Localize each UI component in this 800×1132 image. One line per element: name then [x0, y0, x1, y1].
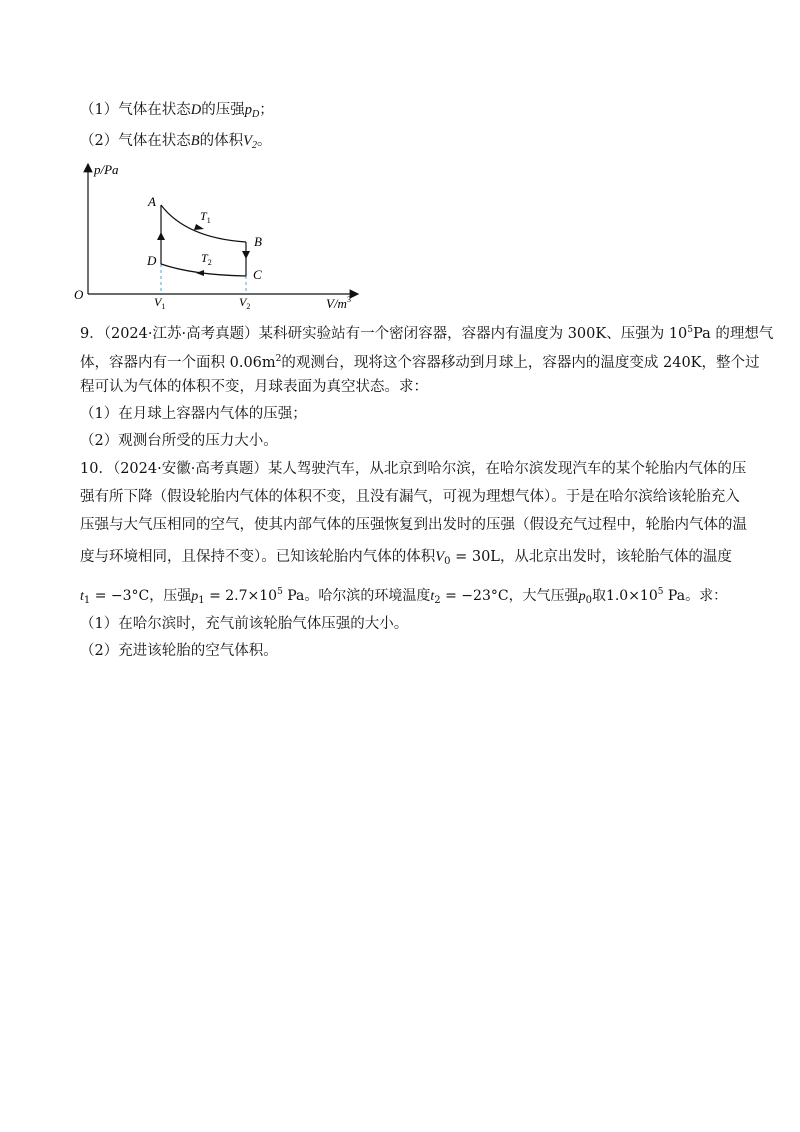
- q10-line5-d: 取: [591, 588, 606, 604]
- q9-part2: （2）观测台所受的压力大小。: [80, 433, 278, 449]
- q8-part2-sub: 2: [251, 140, 257, 151]
- q9-line2-b: 的观测台，现将这个容器移动到月球上，容器内的温度变成 240K，整个过: [281, 355, 760, 371]
- q8-part1-mid: 的压强: [201, 102, 245, 118]
- q10-line5: [80, 582, 727, 611]
- x-axis-label: $V/m^3$: [326, 295, 351, 311]
- q8-part1-end: ；: [259, 102, 274, 118]
- point-b-label: B: [254, 234, 262, 249]
- q10-p1-sub: 1: [198, 595, 205, 606]
- q9-line1-sup: 5: [687, 325, 694, 335]
- q10-p1-sup: 5: [277, 587, 283, 597]
- v2-label: $V_2$: [239, 295, 251, 311]
- q9-line1-b: Pa 的理想气: [693, 326, 774, 342]
- q9-line2-a: 体，容器内有一个面积 0.06m: [80, 355, 276, 371]
- arrow-ab: [194, 224, 204, 230]
- q10-p0-unit: Pa: [663, 588, 686, 604]
- q10-line1: 10．（2024·安徽·高考真题）某人驾驶汽车，从北京到哈尔滨，在哈尔滨发现汽车的某个轮胎内气体的压: [80, 461, 747, 477]
- q10-p0-val: 1.0×10: [605, 588, 658, 604]
- q8-part2-sym: V: [243, 133, 252, 149]
- q10-p0-sub: 0: [585, 595, 592, 606]
- q10-v0-sub: 0: [444, 556, 451, 567]
- pv-diagram: [68, 158, 368, 318]
- q10-p1-sym: p: [191, 589, 199, 604]
- q9-line3: 程可认为气体的体积不变，月球表面为真空状态。求：: [80, 379, 428, 395]
- q9-line2: [80, 349, 760, 373]
- q10-p1-eq: = 2.7×10: [204, 588, 278, 604]
- q8-part1-sym: p: [244, 102, 252, 118]
- point-d-label: D: [147, 253, 157, 268]
- q10-line5-a: ，压强: [149, 588, 192, 604]
- arrow-bc: [242, 251, 250, 259]
- arrow-da: [157, 232, 165, 240]
- q10-line4-b: ，从北京出发时，该轮胎气体的温度: [499, 549, 732, 565]
- q9-line1: [80, 320, 773, 344]
- q10-v0-eq: = 30L: [450, 549, 500, 565]
- q8-part1-sub: D: [251, 109, 260, 120]
- q10-t2-sym: t: [430, 589, 435, 604]
- q10-line3: 压强与大气压相同的空气，使其内部气体的压强恢复到出发时的压强（假设充气过程中，轮胎内气体的温: [80, 517, 747, 533]
- q10-line2: 强有所下降（假设轮胎内气体的体积不变，且没有漏气，可视为理想气体）。于是在哈尔滨给该轮胎充入: [80, 489, 740, 505]
- q10-p0-sym: p: [578, 589, 586, 604]
- q10-t2-sub: 2: [434, 595, 441, 606]
- q10-t2-eq: = −23°C: [440, 588, 509, 604]
- t1-label: $T_1$: [200, 209, 211, 225]
- q8-part1: [80, 100, 274, 125]
- point-a-label: A: [148, 194, 156, 209]
- q8-part2-end: 。: [256, 133, 272, 149]
- q10-p0-sup: 5: [657, 587, 664, 597]
- arrow-cd: [196, 270, 204, 276]
- q9-line1-a: 9．（2024·江苏·高考真题）某科研实验站有一个密闭容器，容器内有温度为 300K、压强为 10: [80, 326, 688, 342]
- origin-label: O: [74, 287, 84, 302]
- q10-line4: [80, 547, 732, 572]
- y-axis-label: p/Pa: [94, 162, 119, 177]
- point-c-label: C: [253, 267, 262, 282]
- q10-p1-unit: Pa: [282, 588, 305, 604]
- q10-line5-e: 。求：: [685, 588, 728, 604]
- q10-part1: （1）在哈尔滨时，充气前该轮胎气体压强的大小。: [80, 616, 409, 632]
- q10-line5-b: 。哈尔滨的环境温度: [304, 588, 431, 604]
- q8-part2-var: B: [190, 133, 200, 149]
- q9-part1: （1）在月球上容器内气体的压强；: [80, 406, 307, 422]
- q10-t1-eq: = −3°C: [90, 588, 150, 604]
- q8-part2-text: （2）气体在状态: [80, 133, 191, 149]
- q10-part2: （2）充进该轮胎的空气体积。: [80, 643, 278, 659]
- q9-line2-sup: 2: [275, 354, 282, 364]
- q10-t1-sub: 1: [83, 595, 91, 606]
- q10-line5-c: ，大气压强: [508, 588, 579, 604]
- q10-v0-sym: V: [435, 549, 445, 565]
- q10-t1-sym: t: [80, 589, 84, 604]
- q8-part2-mid: 的体积: [199, 133, 244, 149]
- q8-part1-text: （1）气体在状态: [80, 102, 191, 118]
- q8-part2: [80, 131, 271, 156]
- v1-label: $V_1$: [154, 295, 166, 311]
- q8-part1-var: D: [190, 102, 202, 118]
- q10-line4-a: 度与环境相同，且保持不变）。已知该轮胎内气体的体积: [80, 549, 436, 565]
- t2-label: $T_2$: [201, 251, 212, 267]
